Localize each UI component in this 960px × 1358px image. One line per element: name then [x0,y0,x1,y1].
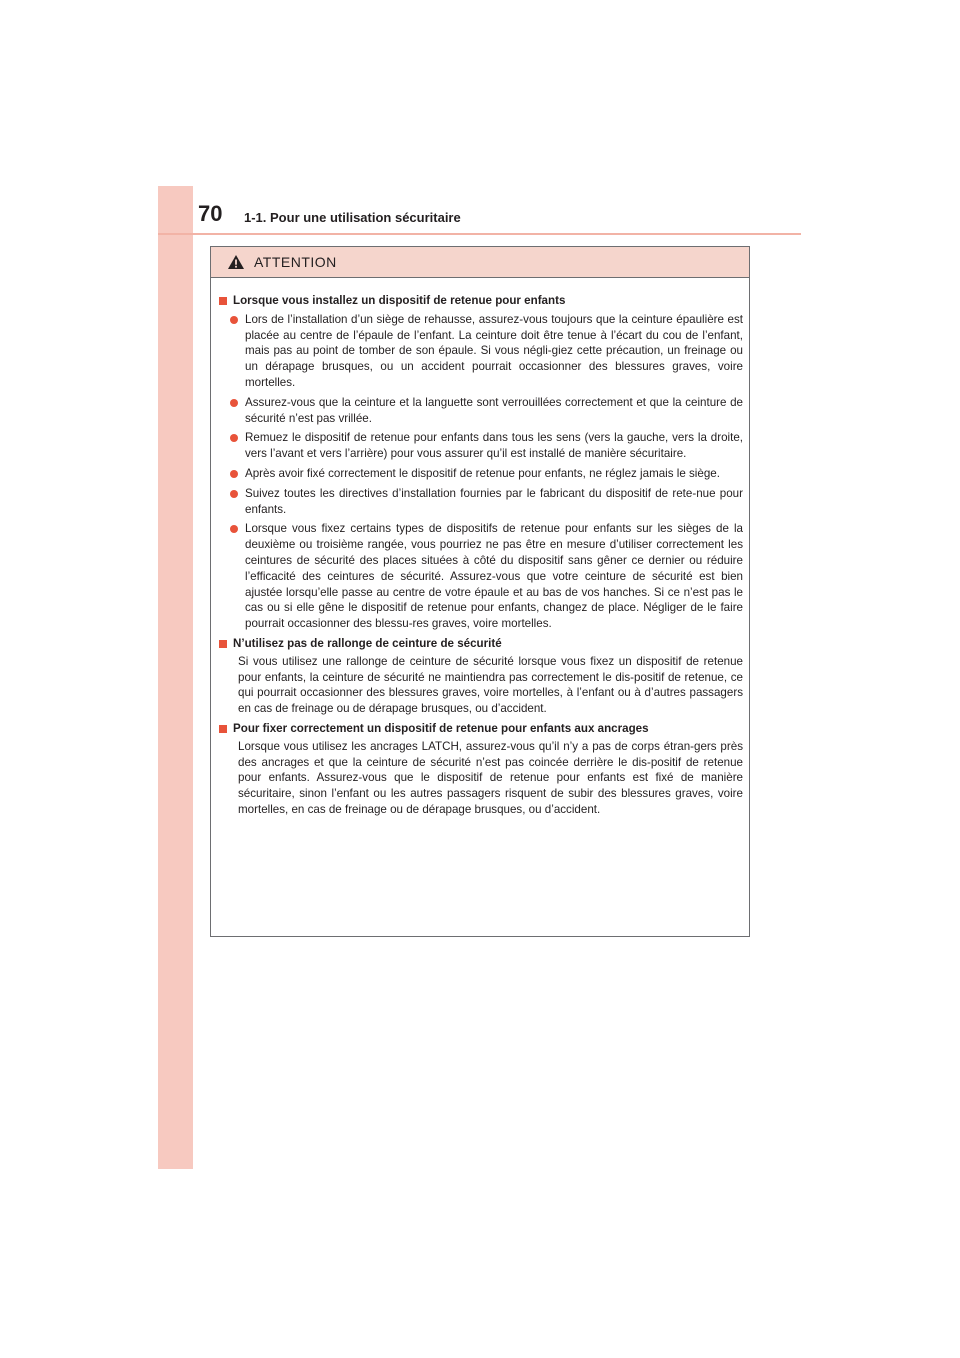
warning-header [211,247,749,278]
bullet-text: Après avoir fixé correctement le dispositif de retenue pour enfants, ne réglez jamais le siège. [245,466,720,480]
bullet-text: Remuez le dispositif de retenue pour enfants dans tous les sens (vers la gauche, vers la droite, vers l’avant et vers l’arrière) pour vous assurer qu’il est installé de manière sécuritaire. [245,431,743,461]
red-dot-icon [230,399,238,407]
section-paragraph: Si vous utilisez une rallonge de ceinture de sécurité lorsque vous fixez un dispositif de retenue pour enfants, la ceinture de sécurité ne maintiendra pas correctement le dis-positif de retenue, ce qui pourrait occasionner des blessures graves, voire mortelles, à l’enfant ou à d’autres passagers en cas de freinage ou de dérapage brusques, ou d’accident. [238,654,743,716]
bullet-item [230,521,743,632]
bullet-item [230,466,743,482]
red-dot-icon [230,490,238,498]
bullet-text: Suivez toutes les directives d’installation fournies par le fabricant du dispositif de rete-nue pour enfants. [245,486,743,516]
bullet-item [230,312,743,391]
header-divider [158,233,801,235]
warning-body [211,278,749,818]
section-heading [219,293,743,309]
red-square-icon [219,297,227,305]
red-dot-icon [230,525,238,533]
section-heading-text: Pour fixer correctement un dispositif de retenue pour enfants aux ancrages [233,721,649,735]
warning-label: ATTENTION [254,254,337,270]
bullet-text: Assurez-vous que la ceinture et la languette sont verrouillées correctement et que la ceinture de sécurité n’est pas vrillée. [245,395,743,425]
section-heading [219,636,743,652]
page-number: 70 [198,201,223,226]
red-square-icon [219,640,227,648]
bullet-item [230,395,743,427]
section-title: 1-1. Pour une utilisation sécuritaire [244,210,461,225]
section-paragraph: Lorsque vous utilisez les ancrages LATCH, assurez-vous qu’il n’y a pas de corps étran-gers près des ancrages et que la ceinture de sécurité n’est pas coincée derrière le dis-positif de retenue pour enfants. Assurez-vous que le dispositif de retenue pour enfants est fixé de manière sécuritaire, sinon l’enfant ou les autres passagers risquent de subir des blessures graves, voire mortelles, en cas de freinage ou de dérapage brusques, ou d’accident. [238,739,743,816]
red-dot-icon [230,470,238,478]
red-square-icon [219,725,227,733]
warning-triangle-icon [227,254,245,270]
section-heading [219,721,743,737]
bullet-text: Lorsque vous fixez certains types de dispositifs de retenue pour enfants sur les sièges de la deuxième ou troisième rangée, vous pourriez ne pas être en mesure d’utiliser correctement les ceintures de sécurité des places situées à côté du dispositif sans gêner ce dernier ou réduire l’efficacité des ceintures de sécurité. Assurez-vous que votre ceinture de sécurité est bien ajustée lorsqu’elle passe au centre de votre épaule et au bas de vos hanches. Si ce n’est pas le cas ou si elle gêne le dispositif de retenue pour enfants, changez de place. Négliger de le faire pourrait occasionner des blessu-res graves, voire mortelles. [245,522,743,631]
red-dot-icon [230,316,238,324]
bullet-item [230,486,743,518]
bullet-text: Lors de l’installation d’un siège de rehausse, assurez-vous toujours que la ceinture épaulière est placée au centre de l’épaule de l’enfant. La ceinture doit être tenue à l’écart du cou de l’enfant, mais pas au point de tomber de son épaule. Si vous négli-giez cette précaution, un freinage ou un dérapage brusques, ou un accident pourrait occasionner des blessures graves, voire mortelles. [245,312,743,389]
red-dot-icon [230,434,238,442]
section-heading-text: Lorsque vous installez un dispositif de retenue pour enfants [233,294,566,307]
side-tab-band [158,186,193,1169]
warning-box [210,246,750,937]
section-heading-text: N’utilisez pas de rallonge de ceinture de sécurité [233,636,502,650]
bullet-item [230,430,743,462]
